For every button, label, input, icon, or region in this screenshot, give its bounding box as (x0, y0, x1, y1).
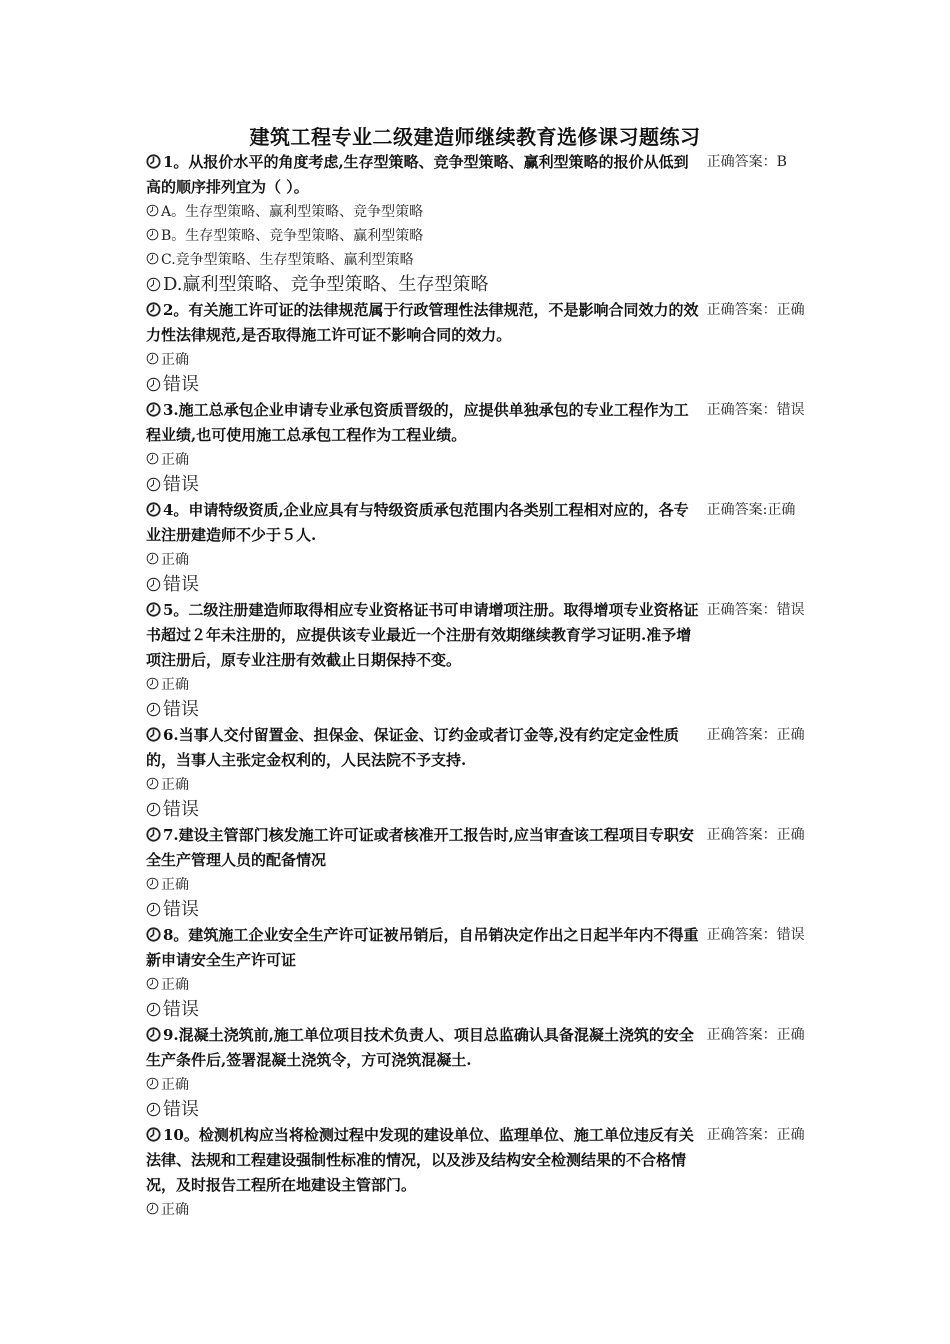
question-text (146, 298, 701, 348)
answer-option-label: 错误 (163, 1099, 199, 1120)
clock-icon (146, 502, 161, 517)
clock-icon (146, 228, 159, 241)
correct-answer: 正确答案：错误 (706, 402, 805, 418)
answer-option-label: C.竞争型策略、生存型策略、赢利型策略 (161, 252, 414, 268)
answer-option[interactable] (146, 272, 806, 298)
answer-option[interactable] (146, 897, 806, 923)
answer-option[interactable] (146, 572, 806, 598)
question-label: 4。申请特级资质,企业应具有与特级资质承包范围内各类别工程相对应的，各专业注册建造师不少于５人. (146, 501, 689, 544)
clock-icon (146, 702, 161, 717)
question-text (146, 1023, 701, 1073)
question-item (146, 298, 806, 398)
question-row (146, 498, 806, 548)
clock-icon (146, 277, 161, 292)
answer-option[interactable] (146, 973, 806, 997)
question-item (146, 398, 806, 498)
clock-icon (146, 902, 161, 917)
question-item (146, 1023, 806, 1123)
question-text (146, 598, 701, 673)
answer-option-label: 正确 (161, 452, 189, 468)
question-row (146, 598, 806, 673)
question-text (146, 823, 701, 873)
clock-icon (146, 577, 161, 592)
answer-option[interactable] (146, 448, 806, 472)
clock-icon (146, 352, 159, 365)
answer-option-label: 错误 (163, 699, 199, 720)
question-item (146, 498, 806, 598)
answer-option-label: 错误 (163, 374, 199, 395)
clock-icon (146, 1027, 161, 1042)
question-label: 5。二级注册建造师取得相应专业资格证书可申请增项注册。取得增项专业资格证书超过２年未注册的，应提供该专业最近一个注册有效期继续教育学习证明.准予增项注册后，原专业注册有效截止日期保持不变。 (146, 601, 699, 669)
answer-option[interactable] (146, 873, 806, 897)
clock-icon (146, 927, 161, 942)
question-label: 1。从报价水平的角度考虑,生存型策略、竞争型策略、赢利型策略的报价从低到高的顺序排列宜为（ ）。 (146, 153, 689, 196)
clock-icon (146, 402, 161, 417)
question-row (146, 150, 806, 200)
clock-icon (146, 977, 159, 990)
answer-option[interactable] (146, 1073, 806, 1097)
answer-option-label: 错误 (163, 799, 199, 820)
answer-option[interactable] (146, 224, 806, 248)
answer-option[interactable] (146, 773, 806, 797)
clock-icon (146, 1002, 161, 1017)
answer-option-label: 正确 (161, 352, 189, 368)
question-row (146, 723, 806, 773)
answer-option-label: 错误 (163, 899, 199, 920)
question-row (146, 298, 806, 348)
answer-option[interactable] (146, 372, 806, 398)
correct-answer: 正确答案：错误 (706, 927, 805, 943)
answer-option-label: 正确 (161, 777, 189, 793)
correct-answer: 正确答案：B (706, 154, 787, 170)
clock-icon (146, 1077, 159, 1090)
answer-option[interactable] (146, 1198, 806, 1222)
correct-answer: 正确答案：错误 (706, 602, 805, 618)
answer-option-label: 错误 (163, 574, 199, 595)
question-text (146, 1123, 701, 1198)
correct-answer: 正确答案：正确 (706, 827, 805, 843)
clock-icon (146, 252, 159, 265)
clock-icon (146, 1127, 161, 1142)
answer-option[interactable] (146, 1097, 806, 1123)
question-row (146, 1023, 806, 1073)
answer-option[interactable] (146, 997, 806, 1023)
answer-option[interactable] (146, 797, 806, 823)
answer-option-label: 正确 (161, 977, 189, 993)
answer-option-label: 正确 (161, 552, 189, 568)
clock-icon (146, 677, 159, 690)
correct-answer: 正确答案：正确 (706, 1127, 805, 1143)
answer-option-label: 正确 (161, 677, 189, 693)
clock-icon (146, 777, 159, 790)
clock-icon (146, 302, 161, 317)
answer-option-label: 正确 (161, 1202, 189, 1218)
clock-icon (146, 602, 161, 617)
question-row (146, 923, 806, 973)
question-label: 7.建设主管部门核发施工许可证或者核准开工报告时,应当审查该工程项目专职安全生产管理人员的配备情况 (146, 826, 694, 869)
question-text (146, 398, 701, 448)
question-list (146, 150, 806, 1222)
answer-option[interactable] (146, 248, 806, 272)
clock-icon (146, 552, 159, 565)
page-title: 建筑工程专业二级建造师继续教育选修课习题练习 (249, 125, 701, 149)
clock-icon (146, 1102, 161, 1117)
answer-option-label: B。生存型策略、竞争型策略、赢利型策略 (161, 228, 424, 244)
correct-answer: 正确答案:正确 (706, 502, 796, 518)
question-label: 8。建筑施工企业安全生产许可证被吊销后，自吊销决定作出之日起半年内不得重新申请安全生产许可证 (146, 926, 699, 969)
clock-icon (146, 1202, 159, 1215)
answer-option-label: 错误 (163, 999, 199, 1020)
question-row (146, 1123, 806, 1198)
question-text (146, 923, 701, 973)
question-item (146, 823, 806, 923)
question-label: 2。有关施工许可证的法律规范属于行政管理性法律规范，不是影响合同效力的效力性法律规范,是否取得施工许可证不影响合同的效力。 (146, 301, 699, 344)
question-label: 3.施工总承包企业申请专业承包资质晋级的，应提供单独承包的专业工程作为工程业绩,也可使用施工总承包工程作为工程业绩。 (146, 401, 689, 444)
question-item (146, 598, 806, 723)
answer-option[interactable] (146, 200, 806, 224)
question-item (146, 150, 806, 298)
question-item (146, 1123, 806, 1222)
clock-icon (146, 377, 161, 392)
correct-answer: 正确答案：正确 (706, 1027, 805, 1043)
answer-option[interactable] (146, 348, 806, 372)
clock-icon (146, 477, 161, 492)
question-label: 6.当事人交付留置金、担保金、保证金、订约金或者订金等,没有约定定金性质的，当事人主张定金权利的，人民法院不予支持. (146, 726, 679, 769)
answer-option-label: 正确 (161, 877, 189, 893)
answer-option-label: D.赢利型策略、竞争型策略、生存型策略 (163, 274, 489, 295)
question-text (146, 150, 701, 200)
question-text (146, 498, 701, 548)
answer-option[interactable] (146, 472, 806, 498)
correct-answer: 正确答案：正确 (706, 727, 805, 743)
answer-option[interactable] (146, 673, 806, 697)
clock-icon (146, 154, 161, 169)
clock-icon (146, 204, 159, 217)
question-row (146, 823, 806, 873)
correct-answer: 正确答案：正确 (706, 302, 805, 318)
answer-option[interactable] (146, 548, 806, 572)
clock-icon (146, 802, 161, 817)
clock-icon (146, 827, 161, 842)
question-label: 9.混凝土浇筑前,施工单位项目技术负责人、项目总监确认具备混凝土浇筑的安全生产条件后,签署混凝土浇筑令，方可浇筑混凝土. (146, 1026, 694, 1069)
question-text (146, 723, 701, 773)
clock-icon (146, 877, 159, 890)
answer-option-label: 正确 (161, 1077, 189, 1093)
clock-icon (146, 727, 161, 742)
question-label: 10。检测机构应当将检测过程中发现的建设单位、监理单位、施工单位违反有关法律、法规和工程建设强制性标准的情况，以及涉及结构安全检测结果的不合格情况，及时报告工程所在地建设主管部门。 (146, 1126, 694, 1194)
question-item (146, 723, 806, 823)
question-row (146, 398, 806, 448)
answer-option-label: 错误 (163, 474, 199, 495)
question-item (146, 923, 806, 1023)
answer-option[interactable] (146, 697, 806, 723)
clock-icon (146, 452, 159, 465)
answer-option-label: A。生存型策略、赢利型策略、竞争型策略 (161, 204, 424, 220)
